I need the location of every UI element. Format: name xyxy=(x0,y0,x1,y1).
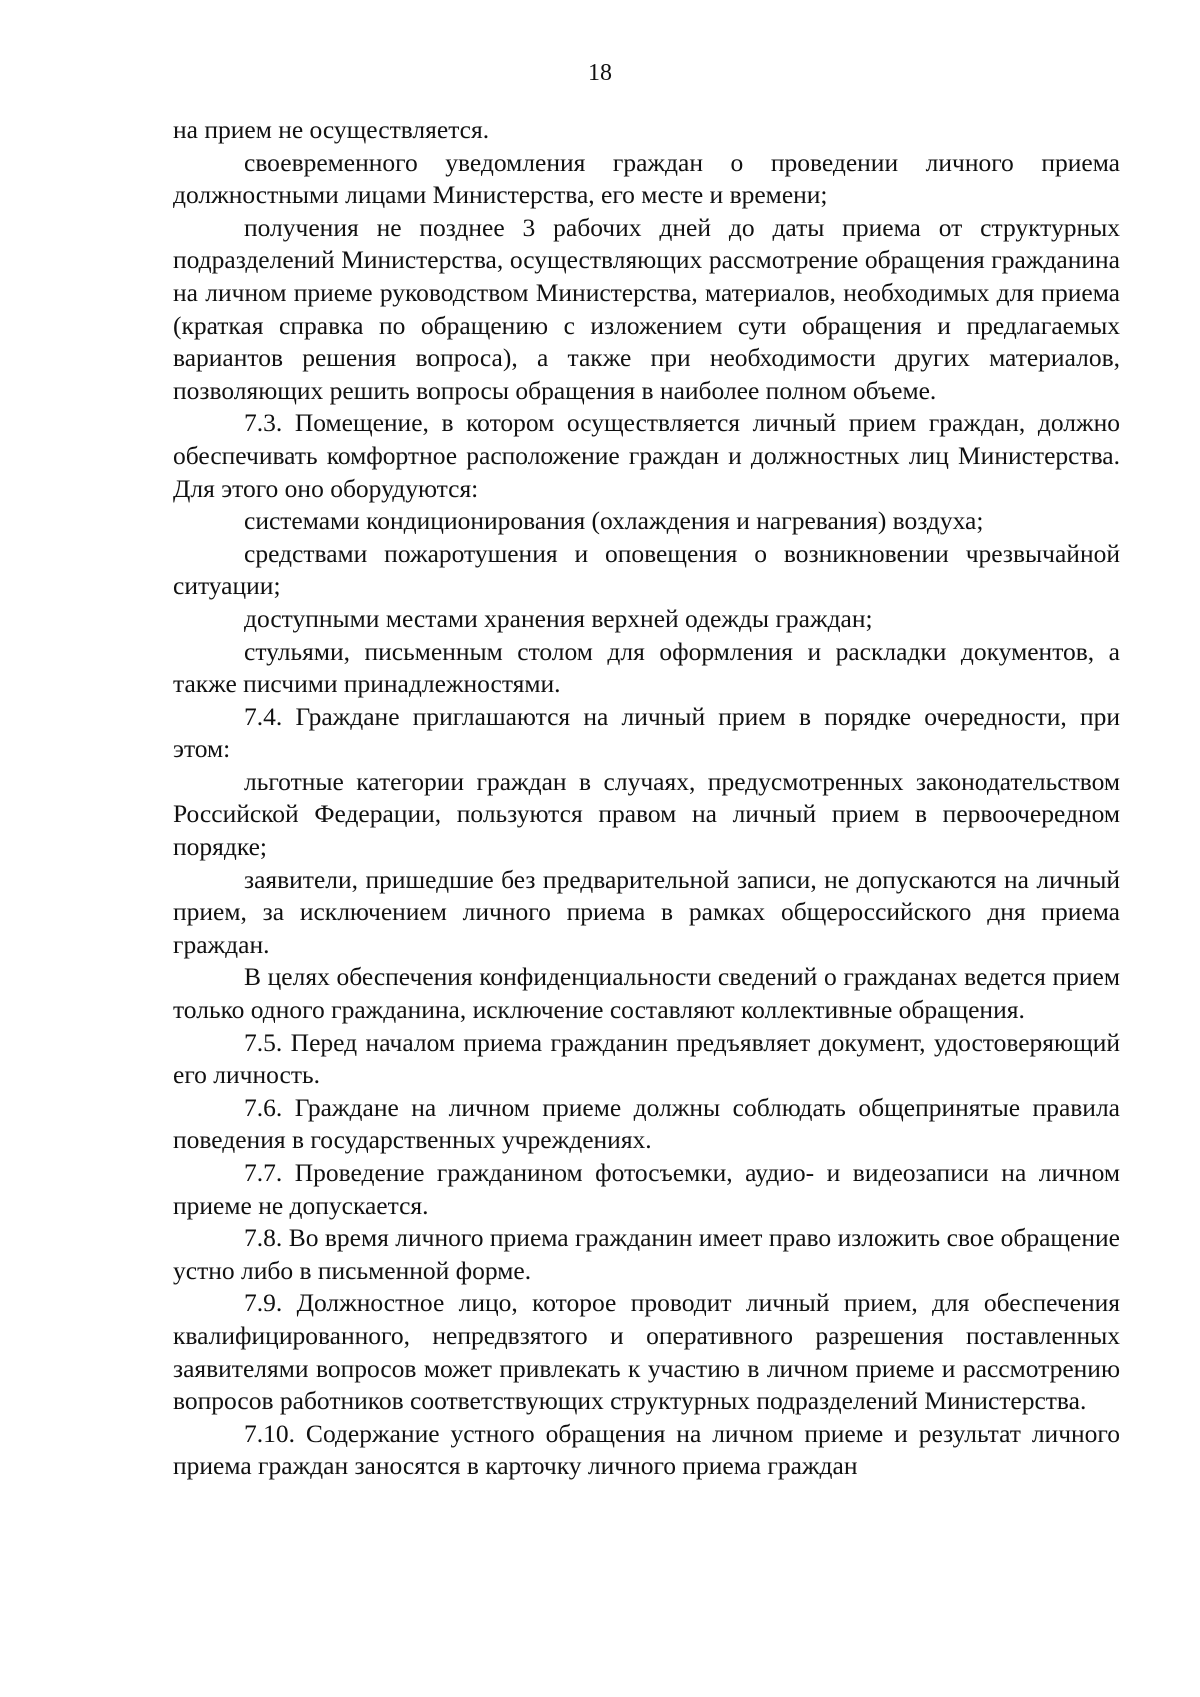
paragraph: доступными местами хранения верхней одежды граждан; xyxy=(244,603,873,633)
paragraph: 7.8. Во время личного приема гражданин имеет право изложить свое обращение устно либо в письменной форме. xyxy=(173,1223,1120,1285)
paragraph: получения не позднее 3 рабочих дней до даты приема от структурных подразделений Министерства, осуществляющих рассмотрение обращения гражданина на личном приеме руководством Министерства, материалов, необходимых для приема (краткая справка по обращению с изложением сути обращения и предлагаемых вариантов решения вопроса), а также при необходимости других материалов, позволяющих решить вопросы обращения в наиболее полном объеме. xyxy=(173,212,1120,405)
paragraph: 7.10. Содержание устного обращения на личном приеме и результат личного приема граждан заносятся в карточку личного приема граждан xyxy=(173,1418,1120,1481)
paragraph: В целях обеспечения конфиденциальности сведений о гражданах ведется прием только одного гражданина, исключение составляют коллективные обращения. xyxy=(173,962,1120,1025)
paragraph: средствами пожаротушения и оповещения о возникновении чрезвычайной ситуации; xyxy=(173,538,1120,601)
paragraph: 7.5. Перед началом приема гражданин предъявляет документ, удостоверяющий его личность. xyxy=(173,1027,1120,1090)
paragraph: стульями, письменным столом для оформления и раскладки документов, а также писчими принадлежностями. xyxy=(173,636,1120,699)
paragraph: своевременного уведомления граждан о проведении личного приема должностными лицами Министерства, его месте и времени; xyxy=(173,147,1120,210)
paragraph: 7.3. Помещение, в котором осуществляется личный прием граждан, должно обеспечивать комфортное расположение граждан и должностных лиц Министерства. Для этого оно оборудуются: xyxy=(173,408,1120,503)
document-body xyxy=(173,114,1120,1483)
paragraph: системами кондиционирования (охлаждения и нагревания) воздуха; xyxy=(244,506,984,536)
paragraph: льготные категории граждан в случаях, предусмотренных законодательством Российской Федерации, пользуются правом на личный прием в первоочередном порядке; xyxy=(173,766,1120,862)
paragraph: 7.6. Граждане на личном приеме должны соблюдать общепринятые правила поведения в государственных учреждениях. xyxy=(173,1092,1120,1155)
paragraph: заявители, пришедшие без предварительной записи, не допускаются на личный прием, за исключением личного приема в рамках общероссийского дня приема граждан. xyxy=(173,864,1120,959)
paragraph: 7.4. Граждане приглашаются на личный прием в порядке очередности, при этом: xyxy=(173,701,1120,764)
paragraph: 7.7. Проведение гражданином фотосъемки, аудио- и видеозаписи на личном приеме не допускается. xyxy=(173,1158,1120,1220)
paragraph: 7.9. Должностное лицо, которое проводит личный прием, для обеспечения квалифицированного, непредвзятого и оперативного разрешения поставленных заявителями вопросов может привлекать к участию в личном приеме и рассмотрению вопросов работников соответствующих структурных подразделений Министерства. xyxy=(173,1288,1120,1416)
page-number: 18 xyxy=(588,60,612,86)
paragraph: на прием не осуществляется. xyxy=(173,115,490,144)
